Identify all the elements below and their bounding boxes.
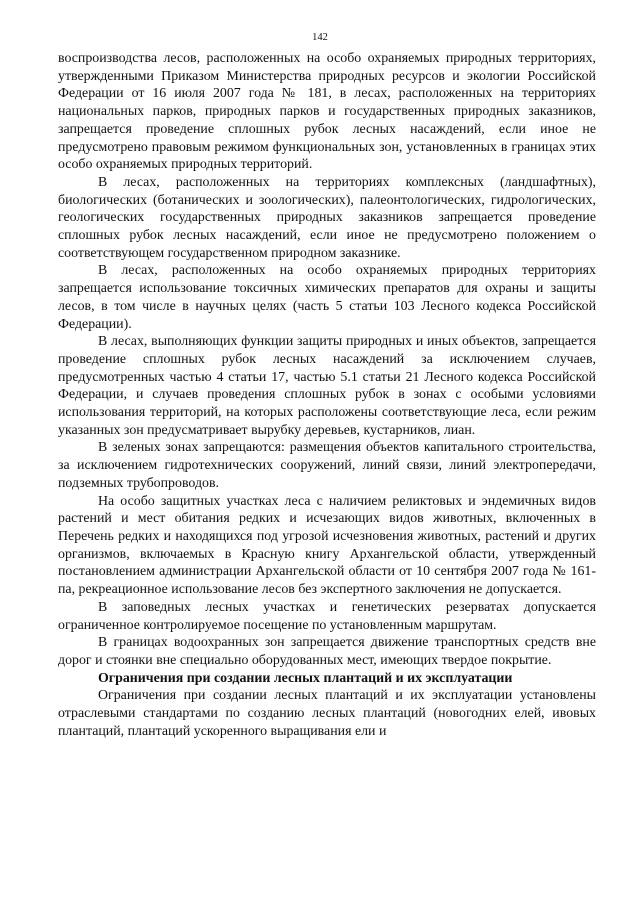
paragraph-protective-forests: В лесах, выполняющих функции защиты природных и иных объектов, запрещается проведение сплошных рубок лесных насаждений за исключением случаев, предусмотренных частью 4 статьи 17, частью 5.1 статьи 21 Лесного кодекса Российской Федерации, и случаев проведения сплошных рубок в зонах с особыми условиями использования территорий, на которых расположены соответствующие леса, если режим указанных зон предусматривает вырубку деревьев, кустарников, лиан. — [58, 334, 596, 438]
paragraph-toxic-chemicals: В лесах, расположенных на особо охраняемых природных территориях запрещается использование токсичных химических препаратов для охраны и защиты лесов, в том числе в научных целях (часть 5 статьи 103 Лесного кодекса Российской Федерации). — [58, 263, 596, 332]
paragraph-water-protection: В границах водоохранных зон запрещается движение транспортных средств вне дорог и стоянки вне специально оборудованных мест, имеющих твердое покрытие. — [58, 635, 596, 668]
paragraph-reserves: В лесах, расположенных на территориях комплексных (ландшафтных), биологических (ботанических и зоологических), палеонтологических, гидрологических, геологических государственных природных заказников запрещается проведение сплошных рубок лесных насаждений, если иное не предусмотрено положением о соответствующем государственном природном заказнике. — [58, 174, 596, 261]
section-heading: Ограничения при создании лесных плантаций и их эксплуатации — [98, 670, 513, 686]
paragraph-green-zones: В зеленых зонах запрещаются: размещения объектов капитального строительства, за исключением гидротехнических сооружений, линий связи, линий электропередачи, подземных трубопроводов. — [58, 440, 596, 491]
paragraph-continuation: воспроизводства лесов, расположенных на особо охраняемых природных территориях, утвержденными Приказом Министерства природных ресурсов и экологии Российской Федерации от 16 июля 2007 года № 181, в лесах, расположенных на территориях национальных парков, природных парков и государственных природных заказников, запрещается проведение сплошных рубок лесных насаждений, если иное не предусмотрено правовым режимом функциональных зон, установленных в границах этих особо охраняемых природных территорий. — [58, 51, 596, 173]
page-content — [58, 50, 596, 740]
paragraph-plantations: Ограничения при создании лесных плантаций и их эксплуатации установлены отраслевыми стандартами по созданию лесных плантаций (новогодних елей, ивовых плантаций, плантаций ускоренного выращивания ели и — [58, 688, 596, 739]
page-number: 142 — [312, 32, 328, 43]
paragraph-genetic-reserves: В заповедных лесных участках и генетических резерватах допускается ограниченное контролируемое посещение по установленным маршрутам. — [58, 599, 596, 633]
paragraph-protected-areas: На особо защитных участках леса с наличием реликтовых и эндемичных видов растений и мест обитания редких и исчезающих видов животных, включенных в Перечень редких и находящихся под угрозой исчезновения животных, растений и других организмов, включаемых в Красную книгу Архангельской области, утвержденный постановлением администрации Архангельской области от 10 сентября 2007 года № 161-па, рекреационное использование лесов без экспертного заключения не допускается. — [58, 493, 596, 598]
